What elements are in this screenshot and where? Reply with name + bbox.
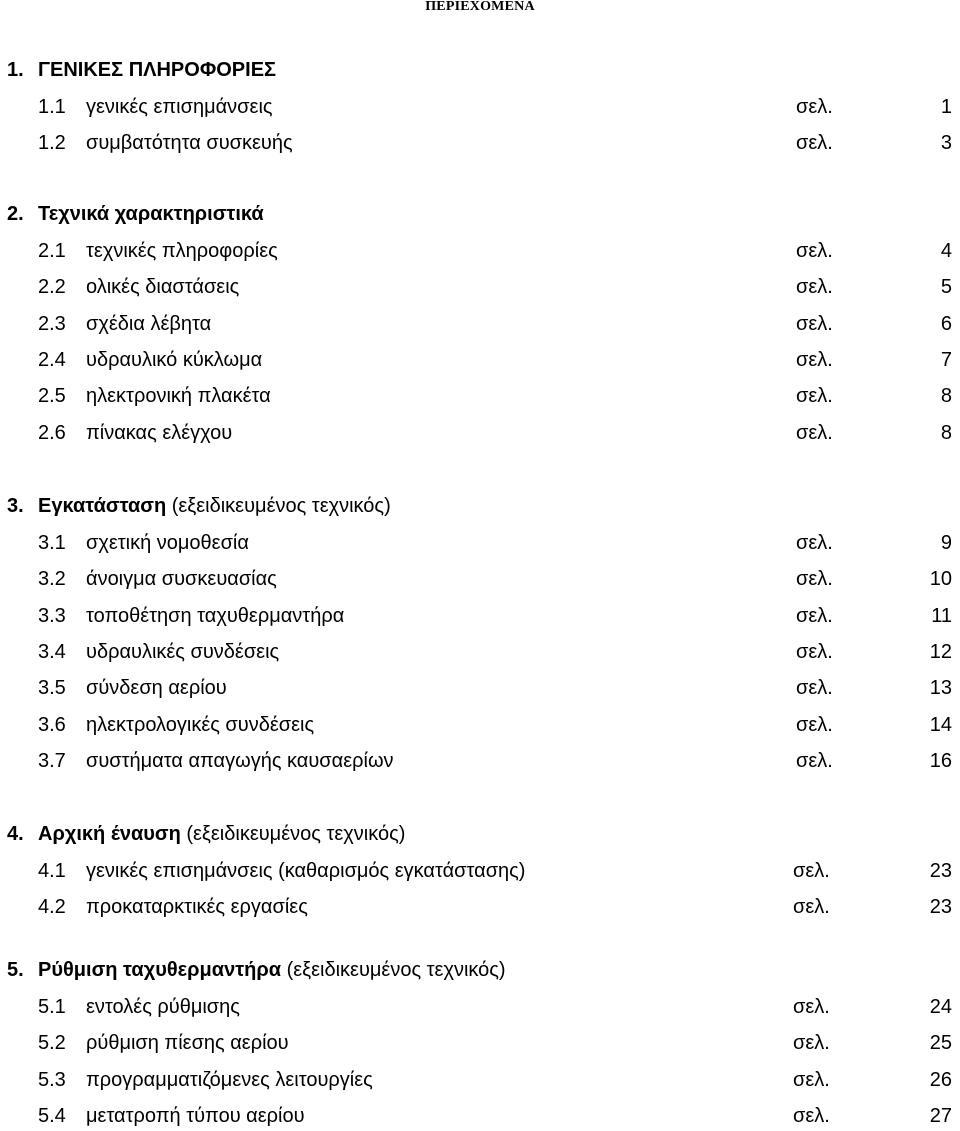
page-prefix: σελ.	[793, 1032, 830, 1055]
section-heading[interactable]	[0, 818, 960, 850]
page-number: 23	[929, 860, 952, 882]
toc-entry[interactable]	[0, 992, 960, 1022]
page-number: 11	[931, 604, 952, 627]
section-title-wrap	[38, 818, 405, 850]
page-number: 23	[929, 896, 952, 919]
entry-number: 5.1	[38, 996, 66, 1018]
page-number: 4	[940, 240, 952, 262]
entry-title: τεχνικές πληροφορίες	[86, 240, 278, 262]
page-prefix: σελ.	[796, 240, 833, 262]
section-title-wrap	[38, 954, 506, 986]
toc-entry[interactable]	[0, 564, 960, 594]
page-prefix: σελ.	[793, 860, 830, 882]
page-prefix: σελ.	[796, 385, 833, 408]
entry-number: 2.6	[38, 421, 66, 444]
page-prefix: σελ.	[796, 276, 833, 299]
section-note: (εξειδικευμένος τεχνικός)	[171, 495, 391, 517]
entry-number: 5.3	[38, 1068, 66, 1091]
section-title: Αρχική έναυση	[38, 823, 181, 845]
page-number: 3	[940, 132, 952, 155]
section-number: 2.	[7, 203, 24, 225]
toc-entry[interactable]	[0, 345, 960, 375]
entry-title: γενικές επισημάνσεις	[86, 96, 273, 118]
entry-number: 2.1	[38, 240, 66, 262]
entry-number: 3.1	[38, 532, 66, 554]
toc-entry[interactable]	[0, 418, 960, 448]
toc-entry[interactable]	[0, 892, 960, 922]
toc-entry[interactable]	[0, 601, 960, 631]
section-note: (εξειδικευμένος τεχνικός)	[186, 823, 406, 845]
entry-number: 5.4	[38, 1104, 66, 1127]
entry-title: προκαταρκτικές εργασίες	[86, 896, 308, 919]
section-title-wrap	[38, 490, 391, 522]
section-heading[interactable]	[0, 54, 960, 86]
page-number: 7	[940, 348, 952, 371]
page-number: 6	[940, 312, 952, 335]
section-number: 4.	[7, 823, 24, 845]
entry-title: υδραυλικές συνδέσεις	[86, 640, 280, 663]
page-prefix: σελ.	[796, 348, 833, 371]
entry-title: υδραυλικό κύκλωμα	[86, 348, 263, 371]
entry-title: πίνακας ελέγχου	[86, 421, 233, 444]
page-number: 16	[929, 749, 952, 772]
page-number: 8	[940, 421, 952, 444]
page-prefix: σελ.	[796, 568, 833, 591]
page-number: 27	[929, 1104, 952, 1127]
entry-title: σχέδια λέβητα	[86, 312, 212, 335]
entry-title: σύνδεση αερίου	[86, 677, 227, 700]
page-number: 13	[929, 677, 952, 700]
toc-entry[interactable]	[0, 528, 960, 558]
entry-number: 2.2	[38, 276, 66, 299]
section-number: 5.	[7, 959, 24, 981]
entry-number: 2.5	[38, 385, 66, 408]
toc-entry[interactable]	[0, 856, 960, 886]
page-number: 5	[940, 276, 952, 299]
entry-title: άνοιγμα συσκευασίας	[86, 568, 277, 591]
entry-number: 3.3	[38, 604, 66, 627]
entry-title: σχετική νομοθεσία	[86, 532, 249, 554]
page-number: 26	[929, 1068, 952, 1091]
toc-entry[interactable]	[0, 710, 960, 740]
toc-entry[interactable]	[0, 746, 960, 776]
entry-number: 3.6	[38, 713, 66, 736]
toc-entry[interactable]	[0, 128, 960, 158]
entry-title: συστήματα απαγωγής καυσαερίων	[86, 749, 394, 772]
entry-number: 3.7	[38, 749, 66, 772]
toc-entry[interactable]	[0, 1101, 960, 1131]
toc-entry[interactable]	[0, 1028, 960, 1058]
toc-entry[interactable]	[0, 309, 960, 339]
page-prefix: σελ.	[796, 132, 833, 155]
entry-title: συμβατότητα συσκευής	[86, 132, 293, 155]
page-prefix: σελ.	[793, 1068, 830, 1091]
section-title-wrap	[38, 54, 276, 86]
entry-number: 2.4	[38, 348, 66, 371]
page-prefix: σελ.	[796, 749, 833, 772]
section-heading[interactable]	[0, 954, 960, 986]
page-prefix: σελ.	[796, 532, 833, 554]
entry-number: 5.2	[38, 1032, 66, 1055]
toc-entry[interactable]	[0, 673, 960, 703]
page-prefix: σελ.	[796, 421, 833, 444]
page-number: 10	[929, 568, 952, 591]
entry-number: 3.2	[38, 568, 66, 591]
toc-entry[interactable]	[0, 236, 960, 266]
entry-number: 4.2	[38, 896, 66, 919]
entry-title: τοποθέτηση ταχυθερμαντήρα	[86, 604, 345, 627]
page-number: 14	[929, 713, 952, 736]
toc-entry[interactable]	[0, 272, 960, 302]
section-note: (εξειδικευμένος τεχνικός)	[286, 959, 506, 981]
entry-number: 1.1	[38, 96, 66, 118]
page-number: 24	[929, 996, 952, 1018]
entry-number: 1.2	[38, 132, 66, 155]
page-number: 9	[940, 532, 952, 554]
section-number: 3.	[7, 495, 24, 517]
page-prefix: σελ.	[793, 1104, 830, 1127]
entry-number: 3.5	[38, 677, 66, 700]
entry-title: προγραμματιζόμενες λειτουργίες	[86, 1068, 373, 1091]
page-prefix: σελ.	[796, 677, 833, 700]
section-title: Εγκατάσταση	[38, 495, 167, 517]
section-heading[interactable]	[0, 490, 960, 522]
page-title: ΠΕΡΙΕΧΟΜΕΝΑ	[425, 0, 535, 14]
section-title-wrap	[38, 198, 264, 230]
entry-title: εντολές ρύθμισης	[86, 996, 240, 1018]
entry-number: 3.4	[38, 640, 66, 663]
entry-number: 2.3	[38, 312, 66, 335]
entry-title: γενικές επισημάνσεις (καθαρισμός εγκατάστασης)	[86, 860, 526, 882]
page-prefix: σελ.	[793, 996, 830, 1018]
page-prefix: σελ.	[796, 713, 833, 736]
page-prefix: σελ.	[796, 96, 833, 118]
page-number: 12	[929, 640, 952, 663]
page-number: 8	[940, 385, 952, 408]
page-prefix: σελ.	[796, 604, 833, 627]
section-title: ΓΕΝΙΚΕΣ ΠΛΗΡΟΦΟΡΙΕΣ	[38, 59, 277, 81]
toc-entry[interactable]	[0, 1065, 960, 1095]
entry-title: ρύθμιση πίεσης αερίου	[86, 1032, 289, 1055]
page-number: 1	[940, 96, 952, 118]
entry-title: μετατροπή τύπου αερίου	[86, 1104, 305, 1127]
section-number: 1.	[7, 59, 24, 81]
entry-title: ηλεκτρονική πλακέτα	[86, 385, 271, 408]
entry-title: ηλεκτρολογικές συνδέσεις	[86, 713, 315, 736]
page-prefix: σελ.	[796, 312, 833, 335]
section-title: Τεχνικά χαρακτηριστικά	[38, 203, 264, 225]
section-title: Ρύθμιση ταχυθερμαντήρα	[38, 959, 281, 981]
page-number: 25	[929, 1032, 952, 1055]
entry-number: 4.1	[38, 860, 66, 882]
section-heading[interactable]	[0, 198, 960, 230]
page-prefix: σελ.	[796, 640, 833, 663]
page-prefix: σελ.	[793, 896, 830, 919]
toc-entry[interactable]	[0, 637, 960, 667]
toc-entry[interactable]	[0, 92, 960, 122]
entry-title: ολικές διαστάσεις	[86, 276, 240, 299]
toc-entry[interactable]	[0, 381, 960, 411]
